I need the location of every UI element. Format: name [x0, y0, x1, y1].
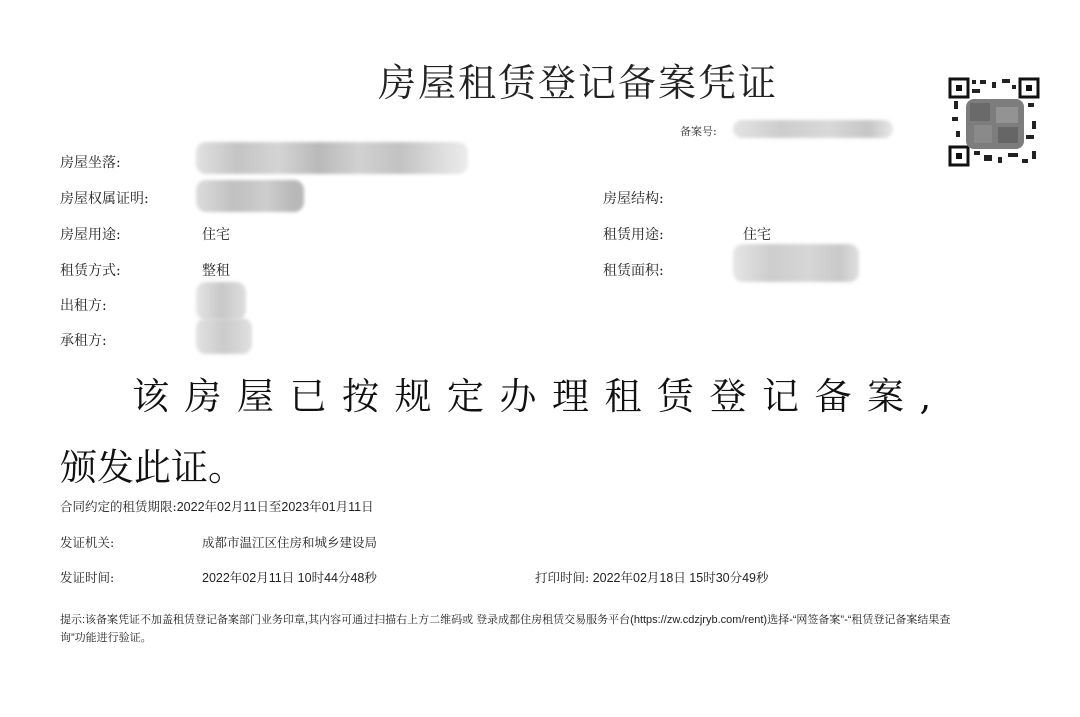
lease-use-value: 住宅 — [743, 227, 771, 243]
house-use-value: 住宅 — [202, 227, 230, 243]
location-redacted — [196, 142, 468, 174]
statement-line-2: 颁发此证。 — [60, 446, 245, 489]
statement-line-1: 该房屋已按规定办理租赁登记备案, — [132, 375, 947, 418]
lease-term-label: 合同约定的租赁期限: — [60, 499, 177, 514]
qr-code-icon — [948, 77, 1040, 167]
print-time-value: 2022年02月18日 15时30分49秒 — [592, 571, 769, 585]
location-label: 房屋坐落: — [60, 155, 121, 171]
lessor-label: 出租方: — [60, 298, 107, 314]
issue-time-value: 2022年02月11日 10时44分48秒 — [202, 571, 377, 585]
filing-number-label: 备案号: — [680, 125, 717, 138]
issue-time-label: 发证时间: — [60, 570, 115, 585]
lease-method-value: 整租 — [202, 263, 230, 279]
issuer-label: 发证机关: — [60, 535, 115, 550]
lessor-redacted — [196, 282, 246, 320]
lessee-redacted — [196, 318, 252, 354]
lease-term-value: 2022年02月11日至2023年01月11日 — [176, 500, 374, 514]
filing-number-redacted — [733, 120, 893, 138]
lessee-label: 承租方: — [60, 333, 107, 349]
house-use-label: 房屋用途: — [60, 227, 121, 243]
lease-term-row — [60, 497, 374, 515]
ownership-cert-label: 房屋权属证明: — [60, 191, 149, 207]
lease-area-redacted — [733, 244, 859, 282]
lease-method-label: 租赁方式: — [60, 263, 121, 279]
lease-area-label: 租赁面积: — [603, 263, 664, 279]
verification-notice: 提示:该备案凭证不加盖租赁登记备案部门业务印章,其内容可通过扫描右上方二维码或 登录成都住房租赁交易服务平台(https://zw.cdzjryb.com/rent)选择-“网签备案”-“租赁登记备案结果查询”功能进行验证。 — [60, 614, 951, 644]
lease-use-label: 租赁用途: — [603, 227, 664, 243]
issuer-value: 成都市温江区住房和城乡建设局 — [202, 535, 378, 550]
print-time-row — [535, 568, 769, 586]
structure-label: 房屋结构: — [603, 191, 664, 207]
print-time-label: 打印时间: — [535, 570, 590, 585]
ownership-cert-redacted — [196, 180, 304, 212]
document-title: 房屋租赁登记备案凭证 — [378, 61, 779, 105]
